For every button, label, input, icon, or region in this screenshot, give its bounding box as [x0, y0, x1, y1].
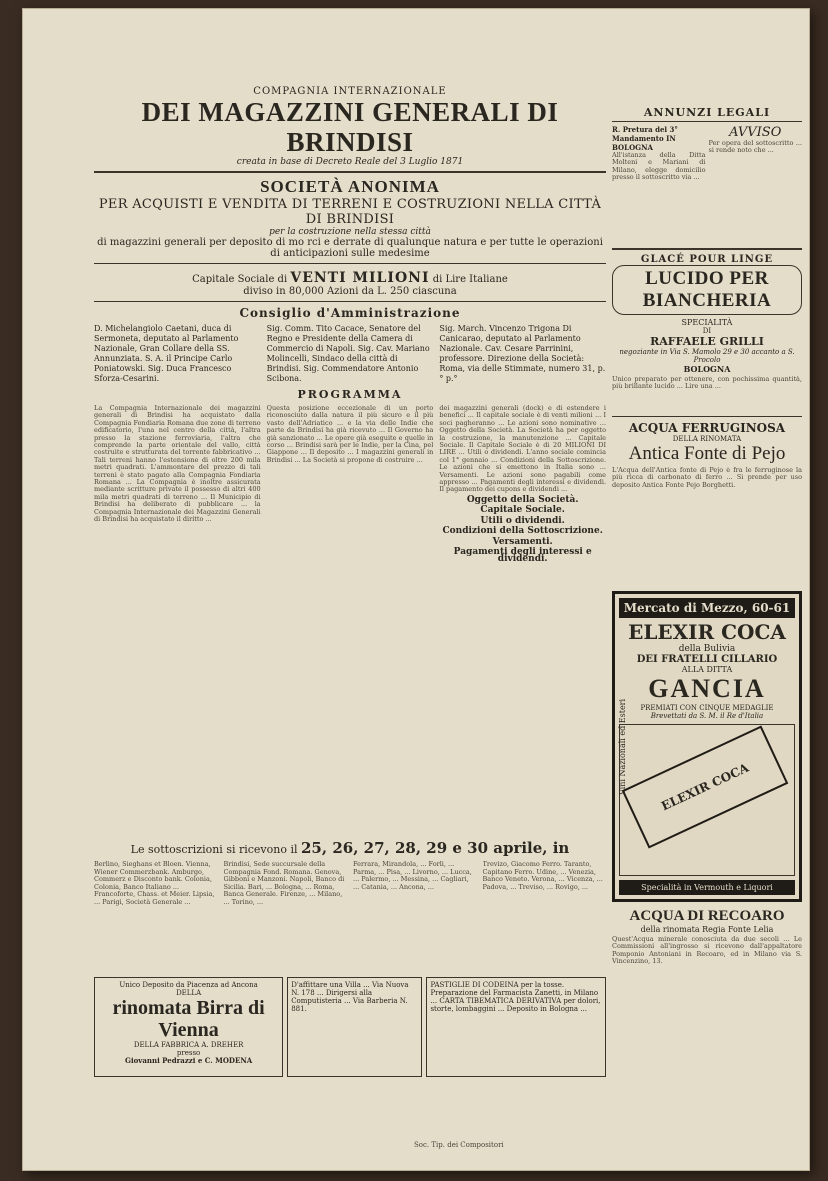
capital-shares: diviso in 80,000 Azioni da L. 250 ciascuna [243, 286, 457, 297]
heading-oggetto: Oggetto della Società. [466, 494, 579, 505]
printer-note: Soc. Tip. dei Compositori [414, 1141, 504, 1149]
company-subtitle: COMPAGNIA INTERNAZIONALE [253, 86, 447, 97]
society-title: SOCIETÀ ANONIMA [260, 177, 440, 196]
glace-title: GLACÉ POUR LINGE [640, 254, 774, 265]
company-title: DEI MAGAZZINI GENERALI DI BRINDISI [141, 97, 559, 157]
programma-title: PROGRAMMA [297, 388, 403, 401]
council-col-1: D. Michelangiolo Caetani, duca di Sermoneta, deputato al Parlamento Nazionale, Gran Collare della SS. Annunziata. S. A. il Principe Carlo Poniatowski. Sig. Duca Francesco Sforza-Cesarini. [94, 324, 239, 383]
pretura-text: All'istanza della Ditta Molteni e Mariani di Milano, elegge domicilio presso il sottoscritto via ... [612, 152, 706, 182]
recoaro-sub: della rinomata Regia Fonte Lelia [640, 925, 774, 934]
elexir-ad [612, 591, 802, 902]
mercato-band: Mercato di Mezzo, 60-61 [619, 598, 795, 618]
divider [94, 263, 606, 264]
divider [94, 171, 606, 173]
decree-line: creata in base di Decreto Reale del 3 Luglio 1871 [236, 157, 464, 167]
programma-col-3-text: dei magazzini generali (dock) e di estendere i benefici ... Il capitale sociale è di venti milioni ... I soci pagheranno ... Le azioni sono nominative ... Oggetto della Società. La Società ha per oggetto la costruzione, la manutenzione ... Capitale Sociale. Il Capitale Sociale è di 20 MILIONI DI LIRE ... Utili o dividendi. L'anno sociale comincia col 1° gennaio ... Condizioni della Sottoscrizione. Le azioni che si emettono in Italia sono ... Versamenti. Le azioni sono pagabili come appresso ... Pagamenti degli interessi e dividendi. Il pagamento dei cupons e dividendi ... [439, 405, 607, 494]
bulivia-label: della Bulivia [678, 644, 736, 654]
right-column [612, 106, 802, 1056]
divider [612, 248, 802, 250]
elexir-title: ELEXIR COCA [628, 620, 786, 644]
lucido-text: Unico preparato per ottenere, con pochissima quantità, più brillante lucido ... Lire una ... [612, 376, 802, 391]
pretura-notice [612, 125, 706, 244]
subscriptions-line [94, 839, 606, 857]
birra-ad [94, 977, 283, 1077]
programma-col-2: Questa posizione eccezionale di un porto riconosciuto dalla natura il più sicuro e il più vasto dell'Adriatico ... e la via delle Indie che parte da Brindisi ha già ricevuto ... Il Governo ha già sanzionato ... Le opere già eseguite e quelle in corso ... Brindisi sarà per le Indie, per la Cina, pel Giappone ... Il deposito ... I magazzini generali in Brindisi ... La Società si propone di costruire ... [266, 405, 434, 464]
pejo-title: Antica Fonte di Pejo [628, 443, 786, 464]
vini-label: Vini Nazionali ed Esteri [618, 698, 627, 795]
birra-della: DELLA [176, 989, 202, 997]
gancia-title: GANCIA [648, 674, 766, 703]
cities-col-1: Berlino, Sieghans et Bloen. Vienna, Wiener Commerzbank. Amburgo, Commerz e Disconto bank. Colonia, Colonia, Banco Italiano ... Francoforte, Chass. et Meier. Lipsia, ... Parigi, Società Generale ... [94, 861, 215, 906]
birra-fabbrica: DELLA FABBRICA A. DREHER [133, 1041, 244, 1049]
birra-title: rinomata Birra di Vienna [112, 997, 265, 1041]
subscriptions-text: Le sottoscrizioni si ricevono il [130, 843, 298, 856]
programma-columns [94, 405, 606, 835]
pejo-text: L'Acqua dell'Antica fonte di Pejo è fra le ferruginose la più ricca di carbonato di ferro ... Si prende per uso deposito Antica Fonte Pejo Borghetti. [612, 467, 802, 489]
alla-ditta-label: ALLA DITTA [681, 665, 733, 674]
brevettati-label: Brevettati da S. M. il Re d'Italia [650, 712, 764, 720]
heading-capitale: Capitale Sociale. [480, 505, 565, 516]
heading-condizioni: Condizioni della Sottoscrizione. [442, 526, 603, 537]
avviso-title: AVVISO [729, 125, 782, 140]
council-col-2: Sig. Comm. Tito Cacace, Senatore del Regno e Presidente della Camera di Commercio di Napoli. Sig. Cav. Mariano Molincelli, Sindaco della città di Brindisi. Sig. Commendatore Antonio Scibona. [266, 324, 430, 383]
grilli-name: RAFFAELE GRILLI [650, 335, 764, 348]
capital-prefix: Capitale Sociale di [192, 274, 288, 285]
bottle-label [622, 725, 789, 848]
society-line-3: di magazzini generali per deposito di mo rci e derrate di qualunque natura e per tutte le operazioni di anticipazioni sulle medesime [97, 237, 603, 259]
capital-suffix: di Lire Italiane [432, 274, 508, 285]
vermouth-band: Specialità in Vermouth e Liquori [619, 880, 795, 895]
capital-amount: VENTI MILIONI [290, 270, 430, 286]
cillario-label: DEI FRATELLI CILLARIO [636, 654, 778, 665]
recoaro-title: ACQUA DI RECOARO [629, 908, 785, 924]
avviso-text: Per opera del sottoscritto ... si rende noto che ... [708, 140, 802, 155]
programma-col-3 [439, 405, 606, 835]
avviso-notice [709, 125, 803, 244]
divider [94, 301, 606, 302]
specialita-label: SPECIALITÀ [681, 318, 733, 327]
birra-names: Giovanni Pedrazzi e C. MODENA [125, 1056, 253, 1065]
cities-col-4: Trevizo, Giacomo Ferro. Taranto, Capitano Ferro. Udine, ... Venezia, Banco Veneto. Verona, ... Vicenza, ... Padova, ... Treviso, ... Rovigo, ... [482, 861, 603, 891]
heading-versamenti: Versamenti. [492, 536, 553, 547]
divider [612, 416, 802, 417]
pretura-title: R. Pretura del 3° Mandamento IN BOLOGNA [612, 125, 678, 152]
birra-presso: presso [176, 1049, 201, 1057]
programma-col-1: La Compagnia Internazionale dei magazzini generali di Brindisi ha acquistato dalla Compagnia Fondiaria Romana due zone di terreno edificatorio, l'una nel centro della città, l'altra presso la stazione ferroviaria, l'altra che comprende la parte orientale del vallo, città costruite e strutturata del torrente fabbricativo ... Tali terreni hanno l'estensione di oltre 200 mila metri quadrati. L'ammontare del prezzo di tali terreni è stato pagato alla Compagnia Fondiaria Romana ... La Compagnia è inoltre assicurata mediante scritture private il possesso di altri 400 mila metri quadrati di terreno ... Il Municipio di Brindisi ha deliberato di pubblicare ... la Compagnia Internazionale dei Magazzini Generali di Brindisi ha acquistato il diritto ... [94, 405, 261, 524]
bologna-label: BOLOGNA [683, 364, 731, 374]
council-col-3: Sig. March. Vincenzo Trigona Di Canicarao, deputato al Parlamento Nazionale. Cav. Cesare Parrinini, professore. Direzione della Società: Roma, via delle Stimmate, numero 31, p.° p.° [439, 324, 606, 383]
council-title: Consiglio d'Amministrazione [239, 306, 461, 320]
premiati-label: PREMIATI CON CINQUE MEDAGLIE [640, 704, 774, 712]
della-rinomata: DELLA RINOMATA [672, 435, 742, 443]
pastiglie-ad: PASTIGLIE DI CODEINA per la tosse. Preparazione del Farmacista Zanetti, in Milano ... CARTA TIBEMATICA DERIVATIVA per dolori, storte, lombaggini ... Deposito in Bologna ... [426, 977, 606, 1077]
affittare-ad: D'affittare una Villa ... Via Nuova N. 178 ... Dirigersi alla Computisteria ... Via Barberia N. 881. [287, 977, 422, 1077]
recoaro-text: Quest'Acqua minerale conosciuta da due secoli ... Le Commissioni all'ingrosso si ricevono dall'appaltatore Pomponio Antoniani in Recoaro, ed in Milano via S. Vincenzino, 13. [612, 936, 802, 966]
bottom-ads [94, 977, 606, 1077]
lucido-banner: LUCIDO PER BIANCHERIA [612, 265, 802, 315]
capital-line [94, 270, 606, 286]
society-line-2: per la costruzione nella stessa città [269, 227, 431, 237]
main-column [94, 86, 606, 1077]
heading-utili: Utili o dividendi. [480, 515, 565, 526]
newspaper-sheet [22, 8, 810, 1171]
legal-notices [612, 125, 802, 244]
annunzi-legali: ANNUNZI LEGALI [612, 106, 802, 122]
society-line-1: PER ACQUISTI E VENDITA DI TERRENI E COSTRUZIONI NELLA CITTÀ DI BRINDISI [98, 197, 602, 227]
acqua-ferruginosa: ACQUA FERRUGINOSA [628, 421, 786, 435]
cities-col-3: Ferrara, Mirandola, ... Forlì, ... Parma, ... Pisa, ... Livorno, ... Lucca, ... Palermo, ... Messina, ... Cagliari, ... Catania, ... Ancona, ... [353, 861, 472, 891]
negoziante-line: negoziante in Via S. Mamolo 29 e 30 accanto a S. Procolo [619, 348, 795, 364]
cities-list [94, 861, 606, 971]
cities-col-2: Brindisi, Sede succursale della Compagnia Fond. Romana. Genova, Gibboni e Manzoni. Napoli, Banco di Sicilia. Bari, ... Bologna, ... Roma, Banca Generale. Firenze, ... Milano, ... Torino, ... [223, 861, 345, 906]
subscriptions-dates: 25, 26, 27, 28, 29 e 30 aprile, in [301, 839, 570, 857]
council-board [94, 324, 606, 384]
bottle-label-text: ELEXIR COCA [659, 760, 751, 814]
heading-pagamenti: Pagamenti degli interessi e dividendi. [453, 546, 592, 565]
di-label: DI [702, 327, 712, 335]
birra-top: Unico Deposito da Piacenza ad Ancona [119, 981, 258, 989]
